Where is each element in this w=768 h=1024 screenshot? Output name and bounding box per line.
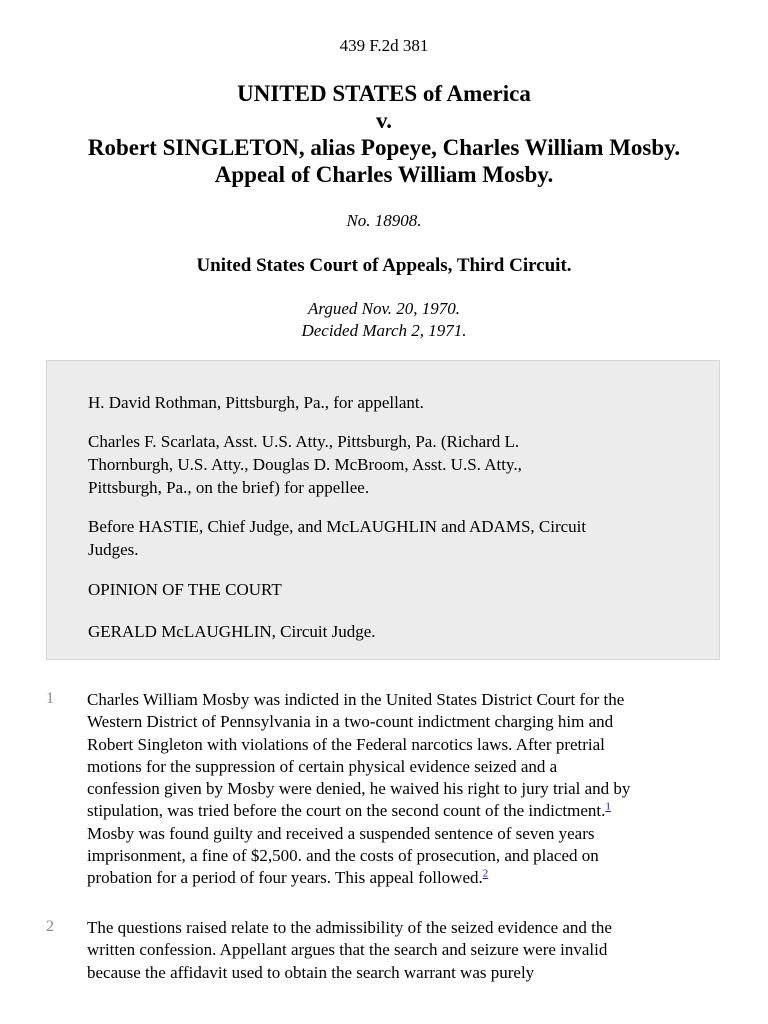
judicial-panel-line: Before HASTIE, Chief Judge, and McLAUGHLIN and ADAMS, Circuit	[88, 517, 587, 536]
paragraph-line: imprisonment, a fine of $2,500. and the costs of prosecution, and placed on	[87, 846, 599, 866]
counsel-box	[46, 360, 720, 660]
paragraph-number: 1	[46, 690, 54, 707]
footnote-link[interactable]: 2	[482, 867, 489, 880]
appellant-counsel: H. David Rothman, Pittsburgh, Pa., for appellant.	[88, 393, 424, 412]
paragraph-line: written confession. Appellant argues that the search and seizure were invalid	[87, 940, 608, 960]
appellee-counsel	[88, 430, 688, 499]
paragraph-number: 2	[46, 918, 54, 935]
court-name: United States Court of Appeals, Third Circuit.	[196, 255, 572, 276]
paragraph-line: confession given by Mosby were denied, he waived his right to jury trial and by	[87, 779, 631, 799]
paragraph-line: Robert Singleton with violations of the Federal narcotics laws. After pretrial	[87, 734, 605, 754]
judicial-panel	[88, 515, 688, 561]
paragraph-line: Mosby was found guilty and received a suspended sentence of seven years	[87, 823, 595, 843]
paragraph-line: The questions raised relate to the admissibility of the seized evidence and the	[87, 918, 612, 937]
decided-date: Decided March 2, 1971.	[301, 321, 467, 340]
opinion-paragraph	[87, 689, 737, 890]
appellee-counsel-line: Thornburgh, U.S. Atty., Douglas D. McBroom, Asst. U.S. Atty.,	[88, 455, 522, 474]
opinion-paragraph	[87, 917, 737, 984]
paragraph-line: probation for a period of four years. This appeal followed.	[87, 868, 483, 888]
case-citation: 439 F.2d 381	[339, 36, 429, 55]
case-title-line: Robert SINGLETON, alias Popeye, Charles William Mosby.	[87, 135, 681, 160]
case-title-line: Appeal of Charles William Mosby.	[214, 162, 554, 187]
paragraph-line-with-footnote	[87, 867, 737, 889]
paragraph-line: because the affidavit used to obtain the search warrant was purely	[87, 962, 535, 982]
case-title-line: UNITED STATES of America	[237, 81, 531, 106]
paragraph-line: motions for the suppression of certain physical evidence seized and a	[87, 756, 558, 776]
case-title-line: v.	[376, 108, 392, 133]
case-title	[0, 80, 768, 188]
opinion-heading: OPINION OF THE COURT	[88, 580, 282, 599]
appellee-counsel-line: Pittsburgh, Pa., on the brief) for appellee.	[88, 478, 370, 497]
paragraph-line: Western District of Pennsylvania in a two-count indictment charging him and	[87, 712, 614, 732]
footnote-link[interactable]: 1	[605, 800, 611, 813]
paragraph-line: stipulation, was tried before the court on the second count of the indictment.	[87, 801, 606, 821]
judicial-panel-line: Judges.	[88, 540, 139, 559]
paragraph-line: Charles William Mosby was indicted in the United States District Court for the	[87, 690, 625, 709]
appellee-counsel-line: Charles F. Scarlata, Asst. U.S. Atty., Pittsburgh, Pa. (Richard L.	[88, 432, 520, 451]
opinion-author: GERALD McLAUGHLIN, Circuit Judge.	[88, 622, 376, 641]
decision-dates	[0, 298, 768, 342]
argued-date: Argued Nov. 20, 1970.	[307, 299, 461, 318]
paragraph-line-with-footnote	[87, 800, 737, 822]
docket-number: No. 18908.	[346, 211, 422, 230]
